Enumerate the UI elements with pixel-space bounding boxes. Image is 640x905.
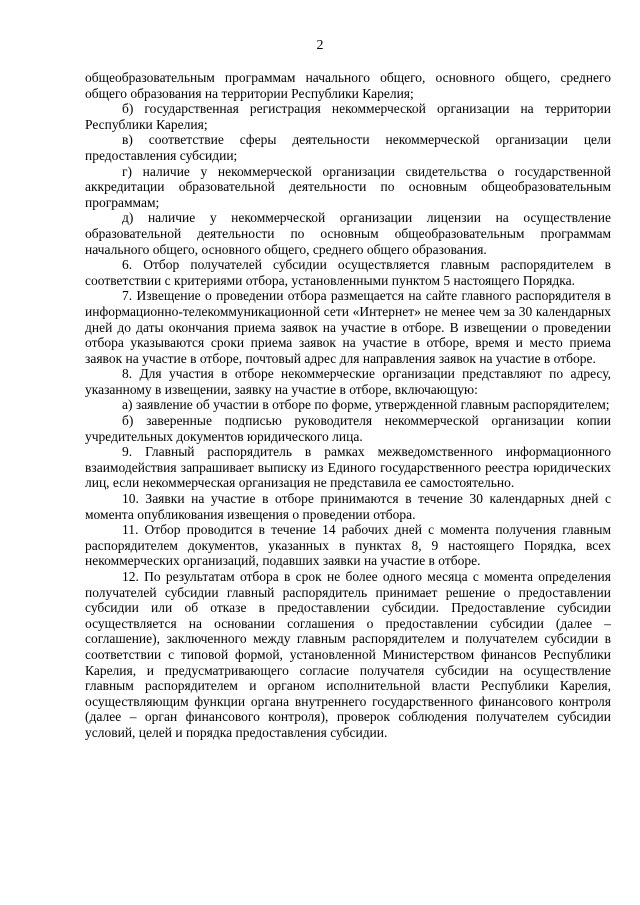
paragraph-item-6: 6. Отбор получателей субсидии осуществляется главным распорядителем в соответствии с критериями отбора, установленными пунктом 5 настоящего Порядка. — [85, 257, 611, 288]
document-body — [85, 70, 611, 741]
paragraph-item-7: 7. Извещение о проведении отбора размещается на сайте главного распорядителя в информационно-телекоммуникационной сети «Интернет» не менее чем за 30 календарных дней до даты окончания приема заявок на участие в отборе. В извещении о проведении отбора указываются сроки приема заявок на участие в отборе, время и место приема заявок на участие в отборе, почтовый адрес для направления заявок на участие в отборе. — [85, 288, 611, 366]
paragraph-criterion-v: в) соответствие сферы деятельности некоммерческой организации цели предоставления субсидии; — [85, 132, 611, 163]
paragraph-item-10: 10. Заявки на участие в отборе принимаются в течение 30 календарных дней с момента опубликования извещения о проведении отбора. — [85, 491, 611, 522]
paragraph-item-8b: б) заверенные подписью руководителя некоммерческой организации копии учредительных документов юридического лица. — [85, 413, 611, 444]
paragraph-criterion-d: д) наличие у некоммерческой организации лицензии на осуществление образовательной деятельности по основным общеобразовательным программам начального общего, основного общего, среднего общего образования. — [85, 210, 611, 257]
paragraph-criterion-g: г) наличие у некоммерческой организации свидетельства о государственной аккредитации образовательной деятельности по основным общеобразовательным программам; — [85, 163, 611, 210]
paragraph-item-8: 8. Для участия в отборе некоммерческие организации представляют по адресу, указанному в извещении, заявку на участие в отборе, включающую: — [85, 366, 611, 397]
paragraph-item-11: 11. Отбор проводится в течение 14 рабочих дней с момента получения главным распорядителем документов, указанных в пунктах 8, 9 настоящего Порядка, всех некоммерческих организаций, подавших заявки на участие в отборе. — [85, 522, 611, 569]
paragraph-item-9: 9. Главный распорядитель в рамках межведомственного информационного взаимодействия запрашивает выписку из Единого государственного реестра юридических лиц, если некоммерческая организация не представила ее самостоятельно. — [85, 444, 611, 491]
paragraph-item-12: 12. По результатам отбора в срок не более одного месяца с момента определения получателей субсидии главный распорядитель принимает решение о предоставлении субсидии или об отказе в предоставлении субсидии. Предоставление субсидии осуществляется на основании соглашения о предоставлении субсидии (далее – соглашение), заключенного между главным распорядителем и получателем субсидии в соответствии с типовой формой, установленной Министерством финансов Республики Карелия, и предусматривающего согласие получателя субсидии на осуществление главным распорядителем и органом исполнительной власти Республики Карелия, осуществляющим функции органа внутреннего государственного финансового контроля (далее – орган финансового контроля), проверок соблюдения получателем субсидии условий, целей и порядка предоставления субсидии. — [85, 569, 611, 740]
page-number: 2 — [316, 38, 324, 53]
paragraph-criterion-b: б) государственная регистрация некоммерческой организации на территории Республики Карелия; — [85, 101, 611, 132]
paragraph-continuation: общеобразовательным программам начального общего, основного общего, среднего общего образования на территории Республики Карелия; — [85, 70, 611, 101]
paragraph-item-8a: а) заявление об участии в отборе по форме, утвержденной главным распорядителем; — [122, 397, 610, 413]
